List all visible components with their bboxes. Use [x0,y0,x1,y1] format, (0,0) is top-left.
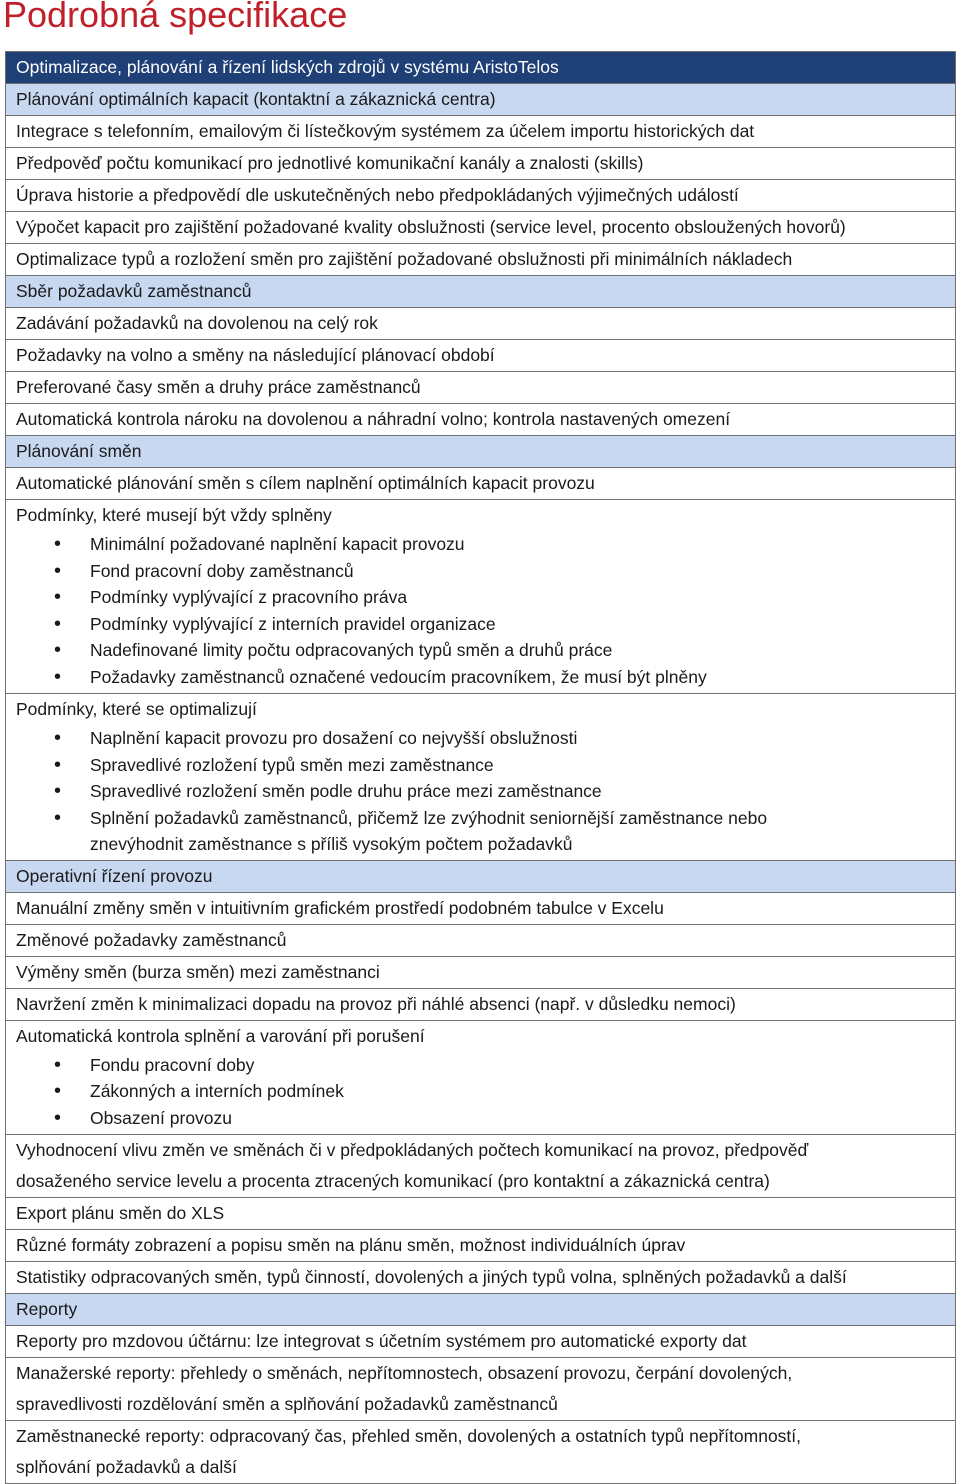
section-row-reports [6,1294,956,1326]
section-row-shift-planning [6,436,956,468]
bullet-item: • Požadavky zaměstnanců označené vedoucím pracovníkem, že musí být plněny [16,664,951,691]
table-row [6,1421,956,1484]
list-item: Výměny směn (burza směn) mezi zaměstnanci [6,956,956,988]
auto-check-heading: Automatická kontrola splnění a varování při porušení [16,1025,425,1046]
bullet-item: • Obsazení provozu [16,1105,951,1132]
list-item [6,1020,956,1135]
bullet-item: • Spravedlivé rozložení směn podle druhu práce mezi zaměstnance [16,778,951,805]
conditions-optimize-list [16,725,951,857]
table-row [6,244,956,276]
list-item: Úprava historie a předpovědí dle uskutečněných nebo předpokládaných výjimečných událostí [6,180,956,212]
bullet-item: • Spravedlivé rozložení typů směn mezi zaměstnance [16,752,951,779]
section-title: Operativní řízení provozu [6,860,956,892]
table-row [6,1262,956,1294]
table-row [6,1198,956,1230]
section-title: Plánování směn [6,436,956,468]
page-title: Podrobná specifikace [3,0,348,35]
table-row [6,116,956,148]
list-item [6,1421,956,1484]
table-row [6,308,956,340]
section-title: Sběr požadavků zaměstnanců [6,276,956,308]
table-row [6,694,956,861]
table-row [6,180,956,212]
table-row [6,1358,956,1421]
list-item: Manuální změny směn v intuitivním grafickém prostředí podobném tabulce v Excelu [6,892,956,924]
list-item: Reporty pro mzdovou účtárnu: lze integrovat s účetním systémem pro automatické exporty dat [6,1326,956,1358]
list-item: Export plánu směn do XLS [6,1198,956,1230]
table-row [6,1230,956,1262]
section-row-employee-requests [6,276,956,308]
table-row [6,212,956,244]
table-row [6,468,956,500]
auto-check-list [16,1052,951,1132]
table-row [6,372,956,404]
bullet-item: • Podmínky vyplývající z interních pravidel organizace [16,611,951,638]
table-main-header-row [6,52,956,84]
section-title: Plánování optimálních kapacit (kontaktní a zákaznická centra) [6,84,956,116]
list-item: Preferované časy směn a druhy práce zaměstnanců [6,372,956,404]
list-item: Optimalizace typů a rozložení směn pro zajištění požadované obslužnosti při minimálních nákladech [6,244,956,276]
table-row [6,404,956,436]
conditions-optimize-heading: Podmínky, které se optimalizují [16,699,257,719]
list-item [6,694,956,861]
bullet-item: • Fondu pracovní doby [16,1052,951,1079]
specification-table [5,51,956,1484]
list-item: Změnové požadavky zaměstnanců [6,924,956,956]
bullet-item: • Nadefinované limity počtu odpracovaných typů směn a druhů práce [16,637,951,664]
text-line: splňování požadavků a další [16,1457,237,1477]
list-item: Automatické plánování směn s cílem naplnění optimálních kapacit provozu [6,468,956,500]
table-row [6,956,956,988]
main-header: Optimalizace, plánování a řízení lidských zdrojů v systému AristoTelos [6,52,956,84]
table-row [6,500,956,694]
text-line: Vyhodnocení vlivu změn ve směnách či v předpokládaných počtech komunikací na provoz, předpověď [16,1140,809,1160]
table-row [6,1326,956,1358]
list-item [6,1135,956,1198]
conditions-must-list [16,531,951,690]
conditions-must-heading: Podmínky, které musejí být vždy splněny [16,505,332,525]
list-item: Zadávání požadavků na dovolenou na celý rok [6,308,956,340]
table-row [6,148,956,180]
bullet-item [16,805,951,857]
bullet-item: • Podmínky vyplývající z pracovního práva [16,584,951,611]
bullet-item: • Minimální požadované naplnění kapacit provozu [16,531,951,558]
section-row-capacity-planning [6,84,956,116]
text-line: spravedlivosti rozdělování směn a splňování požadavků zaměstnanců [16,1394,558,1414]
list-item: Výpočet kapacit pro zajištění požadované kvality obslužnosti (service level, procento obsloužených hovorů) [6,212,956,244]
table-row [6,340,956,372]
text-line: Zaměstnanecké reporty: odpracovaný čas, přehled směn, dovolených a ostatních typů nepřítomností, [16,1426,802,1446]
table-row [6,1135,956,1198]
list-item: Navržení změn k minimalizaci dopadu na provoz při náhlé absenci (např. v důsledku nemoci) [6,988,956,1020]
text-line: Manažerské reporty: přehledy o směnách, nepřítomnostech, obsazení provozu, čerpání dovolených, [16,1363,793,1383]
bullet-item-line: • Splnění požadavků zaměstnanců, přičemž lze zvýhodnit seniornější zaměstnance nebo [90,807,768,828]
list-item: Požadavky na volno a směny na následující plánovací období [6,340,956,372]
list-item [6,500,956,694]
list-item [6,1358,956,1421]
bullet-item: • Zákonných a interních podmínek [16,1078,951,1105]
text-line: dosaženého service levelu a procenta ztracených komunikací (pro kontaktní a zákaznická centra) [16,1171,770,1191]
section-title: Reporty [6,1294,956,1326]
table-row [6,924,956,956]
bullet-item-line: znevýhodnit zaměstnance s příliš vysokým počtem požadavků [90,833,573,854]
table-row [6,988,956,1020]
list-item: Statistiky odpracovaných směn, typů činností, dovolených a jiných typů volna, splněných požadavků a další [6,1262,956,1294]
table-row [6,1020,956,1135]
bullet-item: • Naplnění kapacit provozu pro dosažení co nejvyšší obslužnosti [16,725,951,752]
list-item: Různé formáty zobrazení a popisu směn na plánu směn, možnost individuálních úprav [6,1230,956,1262]
bullet-item: • Fond pracovní doby zaměstnanců [16,558,951,585]
list-item: Předpověď počtu komunikací pro jednotlivé komunikační kanály a znalosti (skills) [6,148,956,180]
list-item: Automatická kontrola nároku na dovolenou a náhradní volno; kontrola nastavených omezení [6,404,956,436]
table-row [6,892,956,924]
list-item: Integrace s telefonním, emailovým či lístečkovým systémem za účelem importu historických dat [6,116,956,148]
section-row-operations [6,860,956,892]
